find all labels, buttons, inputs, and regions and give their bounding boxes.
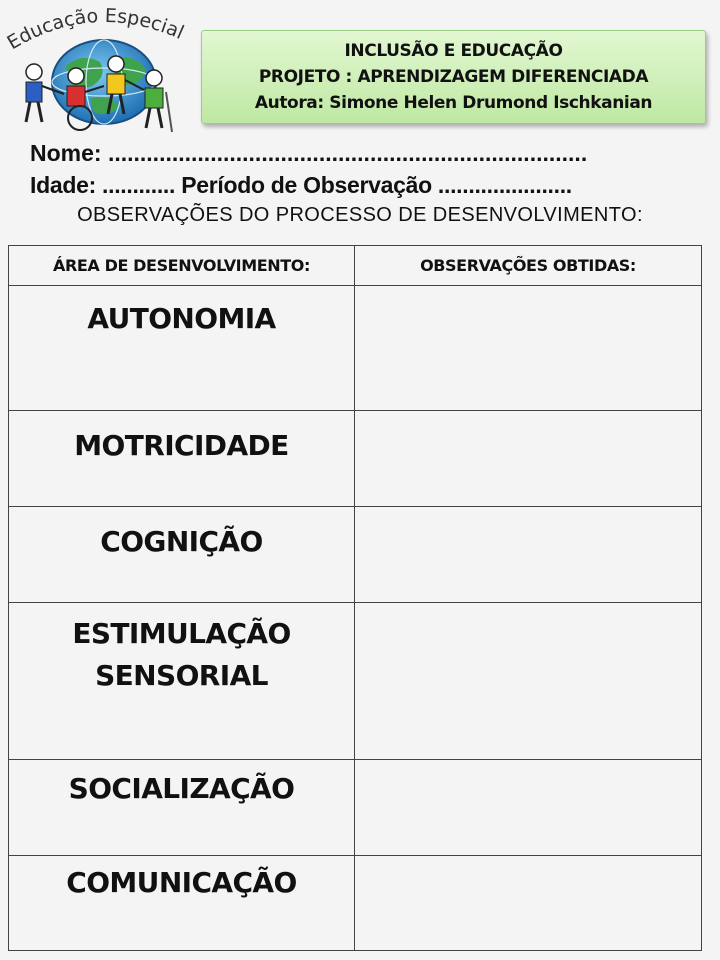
development-table (8, 245, 702, 951)
area-cell (9, 603, 355, 760)
table-row (9, 856, 702, 951)
observations-title: OBSERVAÇÕES DO PROCESSO DE DESENVOLVIMENTO: (77, 204, 643, 226)
logo-text: Educação Especial (4, 6, 188, 55)
header-line-1: INCLUSÃO E EDUCAÇÃO (344, 41, 563, 61)
project-header (201, 30, 706, 124)
column-header-area: ÁREA DE DESENVOLVIMENTO: (9, 246, 355, 286)
area-cell (9, 286, 355, 411)
area-label: COMUNICAÇÃO (66, 866, 297, 899)
area-label: ESTIMULAÇÃO (72, 617, 291, 650)
observation-cell[interactable] (355, 286, 702, 411)
observation-cell[interactable] (355, 507, 702, 603)
area-label: COGNIÇÃO (100, 525, 263, 558)
table-row (9, 286, 702, 411)
area-label: SOCIALIZAÇÃO (68, 772, 295, 805)
table-header-row (9, 246, 702, 286)
age-period-field: Idade: ............ Período de Observação ...................... (30, 172, 572, 198)
observation-cell[interactable] (355, 411, 702, 507)
area-label: AUTONOMIA (87, 302, 276, 335)
logo (4, 6, 200, 136)
header-line-3: Autora: Simone Helen Drumond Ischkanian (254, 93, 653, 113)
area-cell (9, 760, 355, 856)
table-row (9, 603, 702, 760)
area-cell (9, 856, 355, 951)
table-row (9, 760, 702, 856)
column-header-observations: OBSERVAÇÕES OBTIDAS: (355, 246, 702, 286)
header-line-2: PROJETO : APRENDIZAGEM DIFERENCIADA (258, 67, 649, 87)
table-row (9, 411, 702, 507)
area-cell (9, 411, 355, 507)
table-row (9, 507, 702, 603)
name-field: Nome: ........................................................................... (30, 140, 588, 166)
education-logo-icon (4, 6, 200, 136)
observation-cell[interactable] (355, 760, 702, 856)
observation-cell[interactable] (355, 603, 702, 760)
area-label: MOTRICIDADE (74, 429, 289, 462)
area-label-line-2: SENSORIAL (95, 659, 268, 692)
observation-cell[interactable] (355, 856, 702, 951)
area-cell (9, 507, 355, 603)
